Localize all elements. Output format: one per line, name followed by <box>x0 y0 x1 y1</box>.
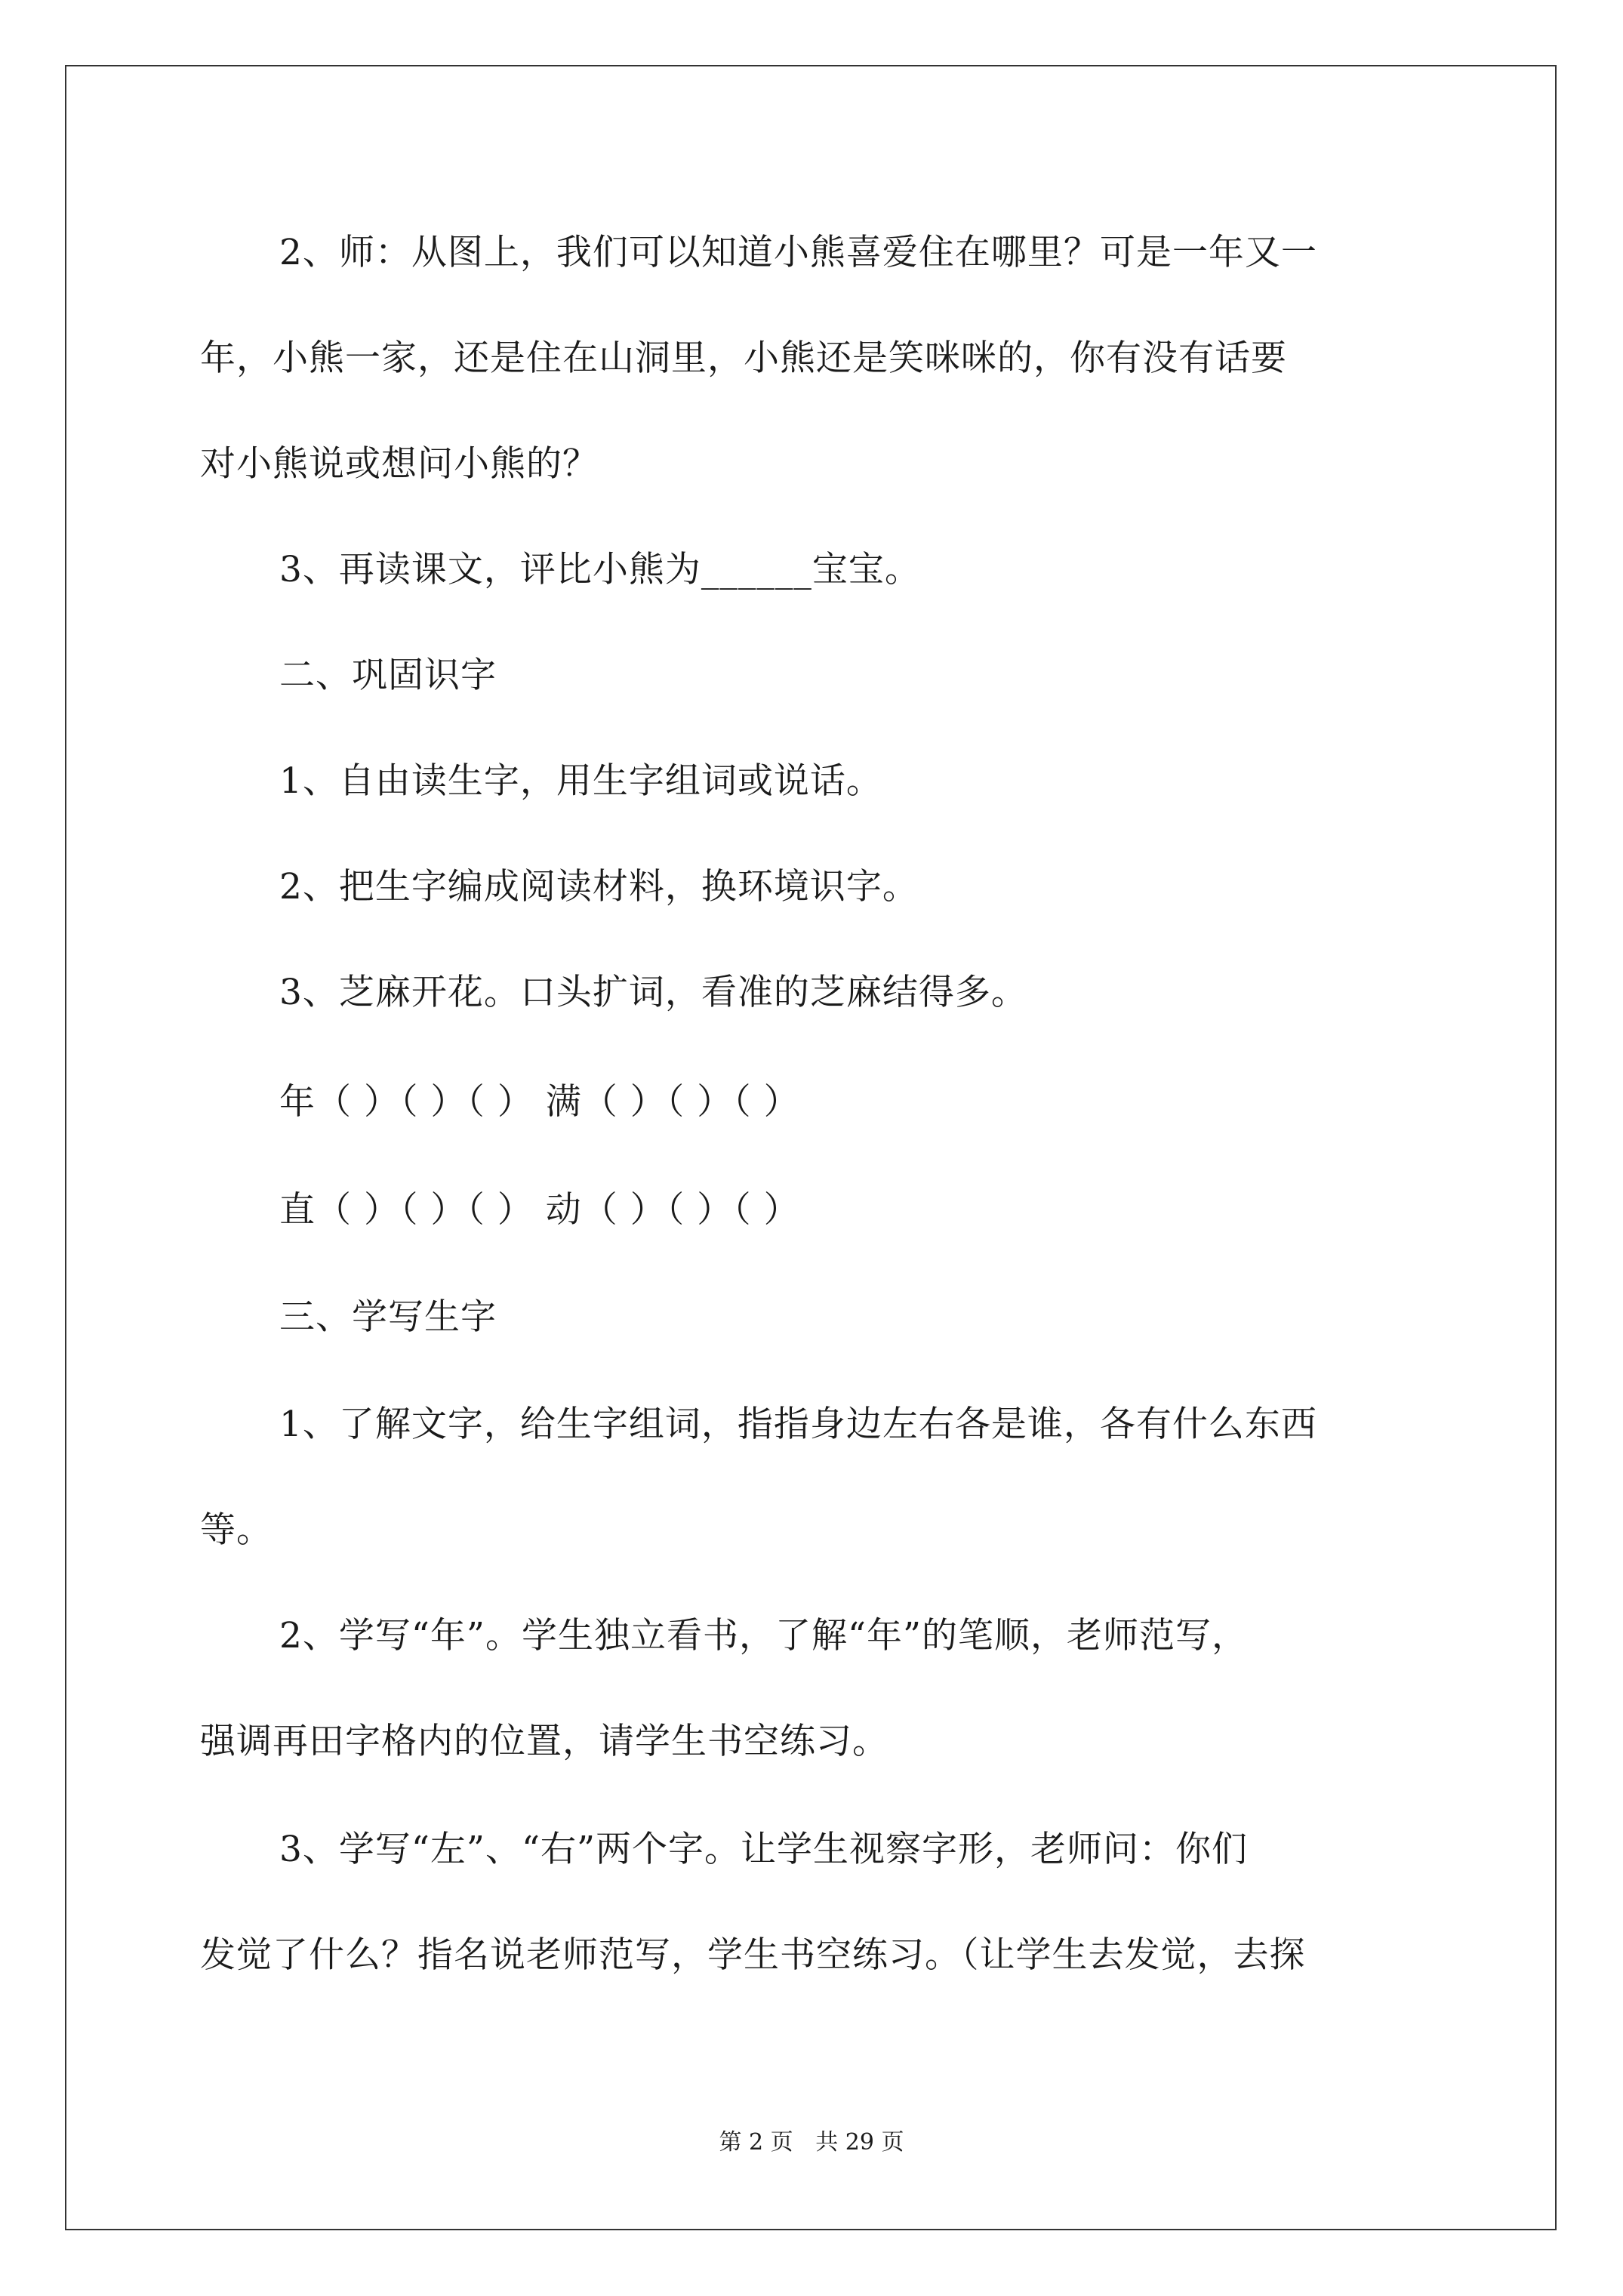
paragraph-line: 等。 <box>200 1509 273 1551</box>
paragraph-line: 发觉了什么？指名说老师范写，学生书空练习。（让学生去发觉，去探 <box>200 1934 1306 1976</box>
exercise-line: 直（ ）（ ）（ ） 动（ ）（ ）（ ） <box>279 1189 800 1231</box>
paragraph-line: 2、把生字编成阅读材料，换环境识字。 <box>279 866 919 908</box>
paragraph-line: 3、芝麻开花。口头扩词，看准的芝麻结得多。 <box>279 972 1027 1013</box>
paragraph-line: 1、自由读生字，用生字组词或说话。 <box>279 760 882 802</box>
section-heading: 三、学写生字 <box>279 1296 497 1338</box>
paragraph-line: 强调再田字格内的位置，请学生书空练习。 <box>200 1721 888 1762</box>
page-border <box>65 65 1557 2230</box>
page-footer <box>0 2128 1623 2158</box>
paragraph-line: 3、再读课文，评比小熊为______宝宝。 <box>279 549 921 590</box>
paragraph-line: 年，小熊一家，还是住在山洞里，小熊还是笑咪咪的，你有没有话要 <box>200 337 1287 379</box>
paragraph-line: 2、师：从图上，我们可以知道小熊喜爱住在哪里？可是一年又一 <box>279 232 1317 273</box>
exercise-line: 年（ ）（ ）（ ） 满（ ）（ ）（ ） <box>279 1081 800 1123</box>
page-total: 共 29 页 <box>815 2129 904 2156</box>
paragraph-line: 对小熊说或想问小熊的？ <box>200 443 599 485</box>
page-number: 第 2 页 <box>719 2129 793 2156</box>
section-heading: 二、巩固识字 <box>279 655 497 696</box>
paragraph-line: 3、学写“左”、“右”两个字。让学生视察字形，老师问：你们 <box>279 1829 1249 1870</box>
paragraph-line: 2、学写“年”。学生独立看书，了解“年”的笔顺，老师范写， <box>279 1615 1249 1657</box>
paragraph-line: 1、了解文字，给生字组词，指指身边左右各是谁，各有什么东西 <box>279 1404 1317 1445</box>
